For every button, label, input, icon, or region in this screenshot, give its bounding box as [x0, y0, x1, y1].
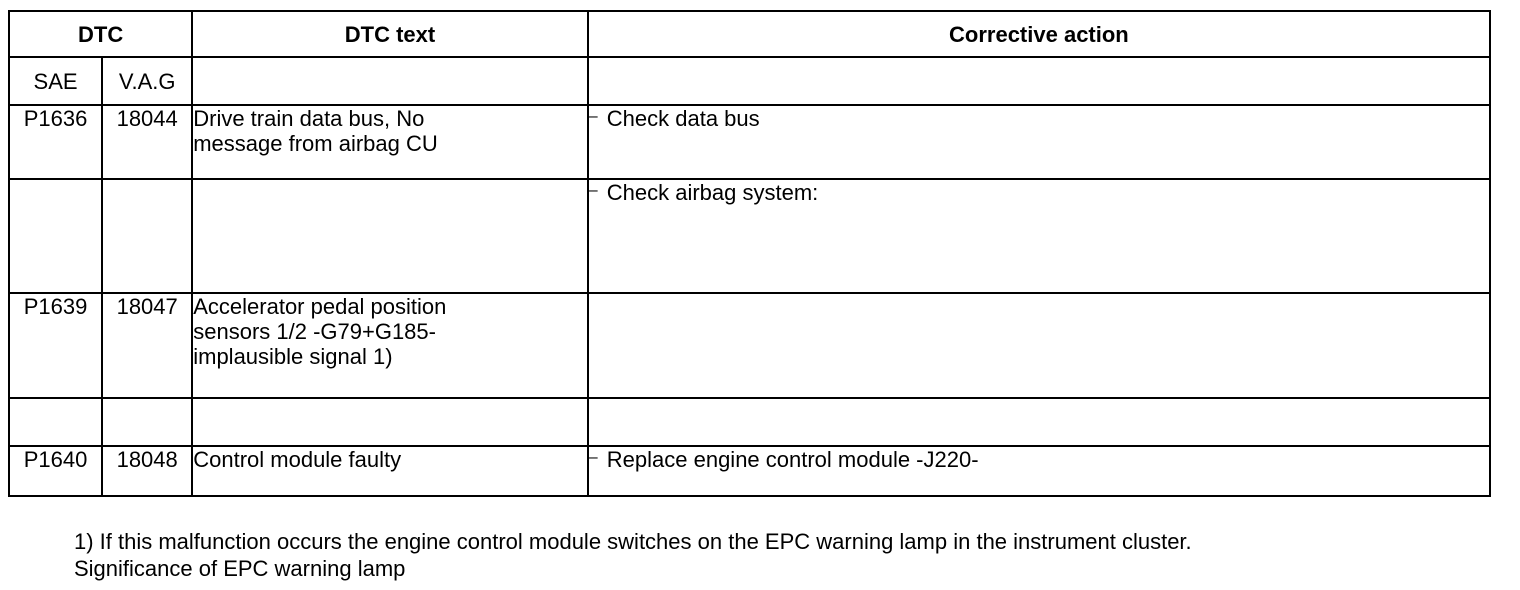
sae-code [9, 398, 102, 446]
footnote-line: 1) If this malfunction occurs the engine control module switches on the EPC warning lamp in the instrument cluster. [74, 529, 1192, 554]
dash-bullet-icon: – [588, 182, 598, 199]
vag-code: 18048 [102, 446, 192, 496]
sae-code: P1636 [9, 105, 102, 179]
table-row [9, 179, 1490, 293]
corrective-action-header: Corrective action [588, 11, 1490, 57]
dtc-description: Drive train data bus, No message from airbag CU [192, 105, 588, 179]
table-row [9, 446, 1490, 496]
dtc-text-header: DTC text [192, 11, 588, 57]
vag-code [102, 398, 192, 446]
action-text: Replace engine control module -J220- [606, 447, 979, 472]
action-text: Check airbag system: [606, 180, 819, 205]
dtc-description: Control module faulty [192, 446, 588, 496]
dtc-description: Accelerator pedal position sensors 1/2 -G79+G185- implausible signal 1) [192, 293, 588, 398]
sae-subheader: SAE [9, 57, 102, 105]
corrective-action [588, 293, 1490, 398]
action-text: Check data bus [606, 106, 760, 131]
sae-code [9, 179, 102, 293]
dtc-description [192, 398, 588, 446]
sae-code: P1640 [9, 446, 102, 496]
table-row [9, 398, 1490, 446]
corrective-action [588, 446, 1490, 496]
corrective-action [588, 105, 1490, 179]
empty-cell [588, 57, 1490, 105]
table-subheader-row [9, 57, 1490, 105]
sae-code: P1639 [9, 293, 102, 398]
vag-subheader: V.A.G [102, 57, 192, 105]
table-row [9, 293, 1490, 398]
footnote [74, 528, 1192, 582]
dtc-description [192, 179, 588, 293]
footnote-line: Significance of EPC warning lamp [74, 556, 406, 581]
vag-code: 18044 [102, 105, 192, 179]
dash-bullet-icon: – [588, 449, 598, 466]
dtc-header: DTC [9, 11, 192, 57]
vag-code [102, 179, 192, 293]
vag-code: 18047 [102, 293, 192, 398]
corrective-action [588, 398, 1490, 446]
table-header-row [9, 11, 1490, 57]
empty-cell [192, 57, 588, 105]
corrective-action [588, 179, 1490, 293]
dash-bullet-icon: – [588, 108, 598, 125]
table-row [9, 105, 1490, 179]
dtc-table [8, 10, 1491, 497]
